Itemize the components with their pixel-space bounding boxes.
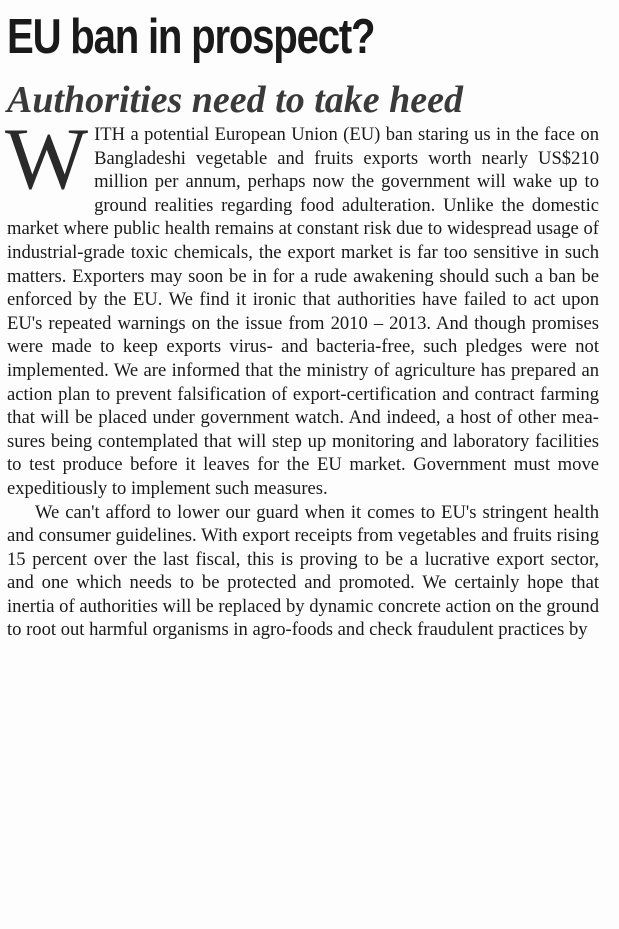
headline: EU ban in prospect? — [7, 10, 375, 64]
paragraph-1 — [5, 111, 599, 501]
subheadline: Authorities need to take heed — [7, 79, 463, 121]
paragraph-2: We can't afford to lower our guard when it comes to EU's stringent health and consumer guidelines. With export receipts from vegetables and fruits rising 15 percent over the last fiscal, this is proving to be a lucrative export sector, and one which needs to be protected and promoted. We certainly hope that inertia of authorities will be replaced by dynamic concrete action on the ground to root out harmful organisms in agro-foods and check fraudulent practices by — [7, 501, 599, 641]
paragraph-1-text: ITH a potential European Union (EU) ban staring us in the face on Bangladeshi vegetable and fruits exports worth nearly US$210 million per annum, perhaps now the government will wake up to ground realities regarding food adulteration. Unlike the domestic market where public health remains at constant risk due to widespread usage of industrial-grade toxic chemicals, the export market is far too sensitive in such matters. Exporters may soon be in for a rude awakening should such a ban be enforced by the EU. We find it ironic that authorities have failed to act upon EU's repeated warnings on the issue from 2010 – 2013. And though promises were made to keep exports virus- and bacteria-free, such pledges were not implemented. We are informed that the ministry of agriculture has prepared an action plan to prevent falsification of export-certification and contract farming that will be placed under government watch. And indeed, a host of other measures being contemplated that will step up monitoring and laboratory facilities to test produce before it leaves for the EU market. Government must move expeditiously to implement such measures. — [7, 124, 599, 499]
drop-cap: W — [5, 111, 89, 208]
article-body — [5, 111, 599, 642]
